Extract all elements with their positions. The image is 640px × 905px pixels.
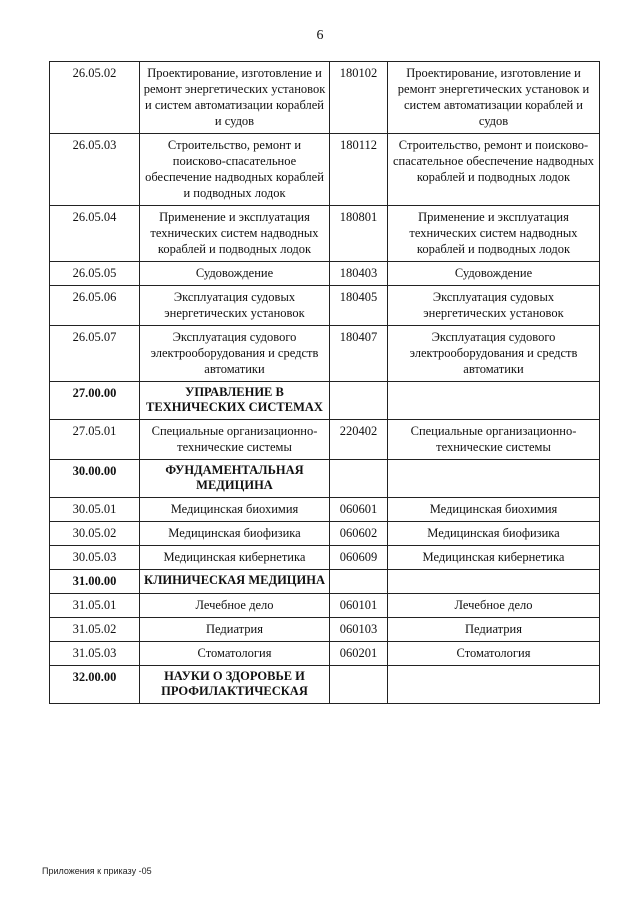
old-name-cell xyxy=(388,460,600,498)
name-cell: Педиатрия xyxy=(140,618,330,642)
old-code-cell: 060609 xyxy=(330,546,388,570)
name-cell: Эксплуатация судовых энергетических установок xyxy=(140,286,330,326)
name-cell: Лечебное дело xyxy=(140,594,330,618)
name-cell: Медицинская кибернетика xyxy=(140,546,330,570)
name-cell: Специальные организационно-технические системы xyxy=(140,420,330,460)
code-cell: 31.05.01 xyxy=(50,594,140,618)
name-cell: КЛИНИЧЕСКАЯ МЕДИЦИНА xyxy=(140,570,330,594)
code-cell: 30.05.02 xyxy=(50,522,140,546)
code-cell: 30.00.00 xyxy=(50,460,140,498)
name-cell: УПРАВЛЕНИЕ В ТЕХНИЧЕСКИХ СИСТЕМАХ xyxy=(140,382,330,420)
table-row xyxy=(50,134,600,206)
code-cell: 30.05.03 xyxy=(50,546,140,570)
code-cell: 26.05.03 xyxy=(50,134,140,206)
old-code-cell xyxy=(330,460,388,498)
old-name-cell: Медицинская биофизика xyxy=(388,522,600,546)
old-name-cell: Эксплуатация судового электрооборудования и средств автоматики xyxy=(388,326,600,382)
old-code-cell: 060602 xyxy=(330,522,388,546)
old-code-cell: 180403 xyxy=(330,262,388,286)
name-cell: Строительство, ремонт и поисково-спасательное обеспечение надводных кораблей и подводных лодок xyxy=(140,134,330,206)
old-name-cell: Проектирование, изготовление и ремонт энергетических установок и систем автоматизации кораблей и судов xyxy=(388,62,600,134)
old-code-cell xyxy=(330,666,388,704)
table-row xyxy=(50,594,600,618)
name-cell: Судовождение xyxy=(140,262,330,286)
name-cell: Медицинская биохимия xyxy=(140,498,330,522)
code-cell: 26.05.07 xyxy=(50,326,140,382)
old-code-cell: 060101 xyxy=(330,594,388,618)
old-code-cell: 060103 xyxy=(330,618,388,642)
old-code-cell xyxy=(330,570,388,594)
old-code-cell: 180801 xyxy=(330,206,388,262)
page-number: 6 xyxy=(316,28,324,43)
old-name-cell: Лечебное дело xyxy=(388,594,600,618)
old-code-cell: 060201 xyxy=(330,642,388,666)
old-name-cell: Стоматология xyxy=(388,642,600,666)
table-row xyxy=(50,262,600,286)
table-row xyxy=(50,522,600,546)
specialties-table-body xyxy=(50,62,600,704)
name-cell: Проектирование, изготовление и ремонт энергетических установок и систем автоматизации кораблей и судов xyxy=(140,62,330,134)
table-group-row xyxy=(50,570,600,594)
old-code-cell: 180407 xyxy=(330,326,388,382)
table-row xyxy=(50,286,600,326)
table-group-row xyxy=(50,382,600,420)
table-row xyxy=(50,618,600,642)
old-code-cell: 180112 xyxy=(330,134,388,206)
old-name-cell: Строительство, ремонт и поисково-спасательное обеспечение надводных кораблей и подводных лодок xyxy=(388,134,600,206)
code-cell: 32.00.00 xyxy=(50,666,140,704)
code-cell: 27.05.01 xyxy=(50,420,140,460)
code-cell: 27.00.00 xyxy=(50,382,140,420)
old-name-cell xyxy=(388,570,600,594)
name-cell: Эксплуатация судового электрооборудования и средств автоматики xyxy=(140,326,330,382)
old-code-cell: 060601 xyxy=(330,498,388,522)
old-name-cell: Медицинская биохимия xyxy=(388,498,600,522)
code-cell: 26.05.05 xyxy=(50,262,140,286)
old-code-cell: 180405 xyxy=(330,286,388,326)
old-name-cell: Применение и эксплуатация технических систем надводных кораблей и подводных лодок xyxy=(388,206,600,262)
code-cell: 31.05.02 xyxy=(50,618,140,642)
code-cell: 26.05.04 xyxy=(50,206,140,262)
code-cell: 26.05.02 xyxy=(50,62,140,134)
old-name-cell: Специальные организационно-технические системы xyxy=(388,420,600,460)
code-cell: 31.05.03 xyxy=(50,642,140,666)
specialties-table xyxy=(49,61,600,704)
table-row xyxy=(50,62,600,134)
name-cell: Медицинская биофизика xyxy=(140,522,330,546)
table-row xyxy=(50,546,600,570)
old-name-cell: Медицинская кибернетика xyxy=(388,546,600,570)
old-code-cell xyxy=(330,382,388,420)
name-cell: ФУНДАМЕНТАЛЬНАЯ МЕДИЦИНА xyxy=(140,460,330,498)
table-row xyxy=(50,498,600,522)
code-cell: 26.05.06 xyxy=(50,286,140,326)
name-cell: Стоматология xyxy=(140,642,330,666)
footer-note: Приложения к приказу -05 xyxy=(42,866,152,876)
old-name-cell xyxy=(388,382,600,420)
table-row xyxy=(50,326,600,382)
table-group-row xyxy=(50,666,600,704)
old-name-cell xyxy=(388,666,600,704)
table-row xyxy=(50,206,600,262)
table-row xyxy=(50,642,600,666)
old-code-cell: 220402 xyxy=(330,420,388,460)
table-group-row xyxy=(50,460,600,498)
name-cell: Применение и эксплуатация технических систем надводных кораблей и подводных лодок xyxy=(140,206,330,262)
code-cell: 30.05.01 xyxy=(50,498,140,522)
old-name-cell: Педиатрия xyxy=(388,618,600,642)
old-name-cell: Эксплуатация судовых энергетических установок xyxy=(388,286,600,326)
old-code-cell: 180102 xyxy=(330,62,388,134)
code-cell: 31.00.00 xyxy=(50,570,140,594)
old-name-cell: Судовождение xyxy=(388,262,600,286)
table-row xyxy=(50,420,600,460)
name-cell: НАУКИ О ЗДОРОВЬЕ И ПРОФИЛАКТИЧЕСКАЯ xyxy=(140,666,330,704)
